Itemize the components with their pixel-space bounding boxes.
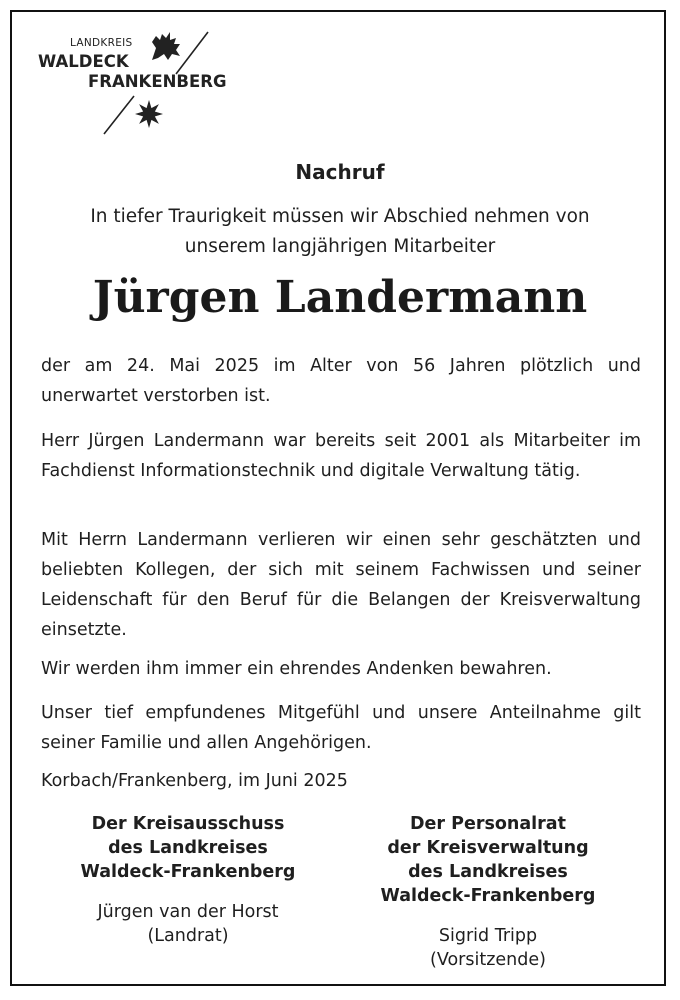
- intro-text: [0, 202, 680, 262]
- signature-org-line: Waldeck-Frankenberg: [80, 862, 296, 882]
- signatory-name-right: Sigrid Tripp: [438, 926, 538, 946]
- signature-block-left: [48, 812, 328, 948]
- place-date: Korbach/Frankenberg, im Juni 2025: [41, 771, 348, 791]
- signatory-role-right: (Vorsitzende): [430, 950, 546, 970]
- signature-org-left: [48, 812, 328, 884]
- signature-org-line: des Landkreises: [408, 862, 568, 882]
- slash-line-bottom-icon: [100, 94, 136, 136]
- signature-org-line: Der Kreisausschuss: [91, 814, 285, 834]
- logo-line-2: FRANKENBERG: [88, 72, 227, 91]
- slash-line-top-icon: [170, 30, 210, 76]
- signature-block-right: [348, 812, 628, 972]
- signature-org-line: Der Personalrat: [410, 814, 566, 834]
- intro-line-2: unserem langjährigen Mitarbeiter: [184, 236, 496, 257]
- paragraph-tribute: Mit Herrn Landermann verlieren wir einen sehr geschätzten und beliebten Kollegen, der sich mit seinem Fachwissen und seiner Leidenschaft für den Beruf für die Belangen der Kreisverwaltung einsetzte.: [41, 530, 641, 640]
- district-logo: [38, 30, 248, 138]
- signature-org-line: der Kreisverwaltung: [387, 838, 589, 858]
- paragraph-condolence: Unser tief empfundenes Mitgefühl und unsere Anteilnahme gilt seiner Familie und allen Angehörigen.: [41, 703, 641, 753]
- paragraph-remembrance: Wir werden ihm immer ein ehrendes Andenken bewahren.: [41, 659, 552, 679]
- signature-org-line: des Landkreises: [108, 838, 268, 858]
- logo-line-1: WALDECK: [38, 52, 129, 71]
- deceased-name: Jürgen Landermann: [92, 272, 588, 323]
- logo-small-text: LANDKREIS: [70, 37, 133, 49]
- intro-line-1: In tiefer Traurigkeit müssen wir Abschied nehmen von: [90, 206, 590, 227]
- obituary-heading: Nachruf: [295, 160, 385, 184]
- star-icon: [134, 98, 164, 130]
- paragraph-death-notice: der am 24. Mai 2025 im Alter von 56 Jahren plötzlich und unerwartet verstorben ist.: [41, 356, 641, 406]
- paragraph-career: Herr Jürgen Landermann war bereits seit 2001 als Mitarbeiter im Fachdienst Informationstechnik und digitale Verwaltung tätig.: [41, 431, 641, 481]
- signatory-name-left: Jürgen van der Horst: [97, 902, 279, 922]
- signature-org-right: [348, 812, 628, 908]
- signature-org-line: Waldeck-Frankenberg: [380, 886, 596, 906]
- signatory-role-left: (Landrat): [147, 926, 229, 946]
